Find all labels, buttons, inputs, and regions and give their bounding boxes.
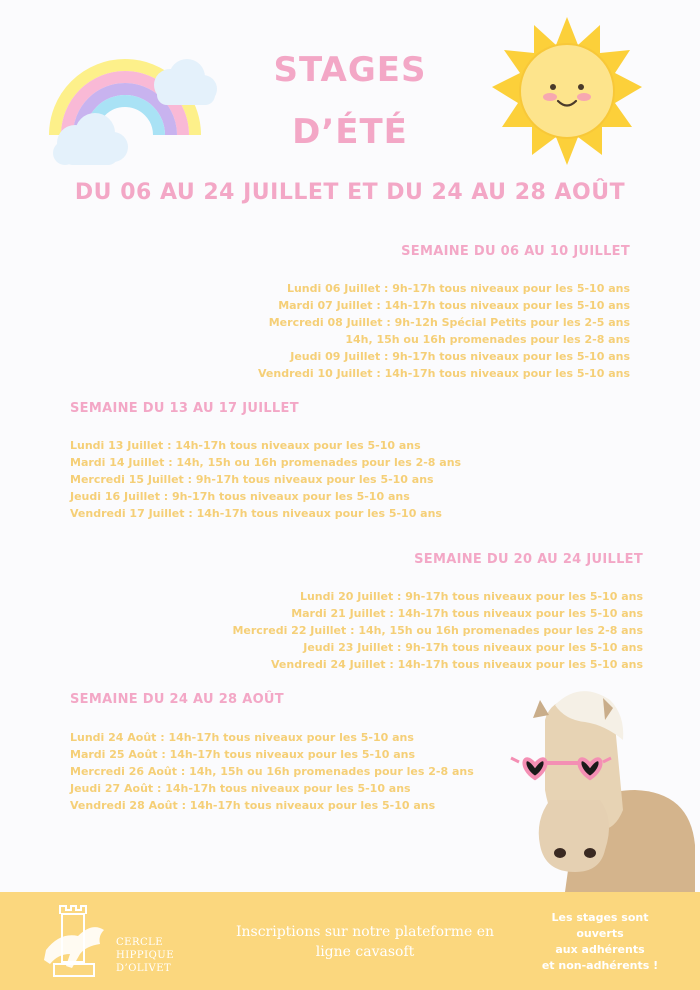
schedule-line: Lundi 13 Juillet : 14h-17h tous niveaux pour les 5-10 ans bbox=[70, 439, 421, 452]
rainbow-icon bbox=[45, 25, 220, 175]
week-schedule bbox=[70, 729, 474, 814]
club-name-line: D’OLIVET bbox=[116, 963, 172, 974]
schedule-line: Mercredi 22 Juillet : 14h, 15h ou 16h promenades pour les 2-8 ans bbox=[232, 624, 643, 637]
week-schedule bbox=[70, 437, 461, 522]
page-title: STAGES bbox=[273, 50, 427, 90]
schedule-line: Jeudi 23 Juillet : 9h-17h tous niveaux pour les 5-10 ans bbox=[303, 641, 643, 654]
schedule-line: Mercredi 15 Juillet : 9h-17h tous niveaux pour les 5-10 ans bbox=[70, 473, 434, 486]
schedule-line: Jeudi 09 Juillet : 9h-17h tous niveaux pour les 5-10 ans bbox=[290, 350, 630, 363]
week-title: SEMAINE DU 06 AU 10 JUILLET bbox=[401, 244, 630, 259]
schedule-line: Mardi 07 Juillet : 14h-17h tous niveaux pour les 5-10 ans bbox=[278, 299, 630, 312]
registration-line: Inscriptions sur notre plateforme en bbox=[235, 924, 495, 940]
schedule-line: Jeudi 27 Août : 14h-17h tous niveaux pour les 5-10 ans bbox=[70, 782, 411, 795]
week-title: SEMAINE DU 13 AU 17 JUILLET bbox=[70, 401, 299, 416]
week-schedule bbox=[232, 588, 643, 673]
week-schedule bbox=[258, 280, 630, 382]
note-line: ouverts bbox=[576, 927, 624, 940]
schedule-line: Vendredi 17 Juillet : 14h-17h tous niveaux pour les 5-10 ans bbox=[70, 507, 442, 520]
open-to-note bbox=[520, 910, 680, 974]
pony-illustration bbox=[505, 680, 700, 895]
date-range: DU 06 AU 24 JUILLET ET DU 24 AU 28 AOÛT bbox=[74, 180, 626, 205]
schedule-line: Vendredi 24 Juillet : 14h-17h tous niveaux pour les 5-10 ans bbox=[271, 658, 643, 671]
schedule-line: 14h, 15h ou 16h promenades pour les 2-8 ans bbox=[345, 333, 630, 346]
note-line: Les stages sont bbox=[551, 911, 649, 924]
schedule-line: Jeudi 16 Juillet : 9h-17h tous niveaux pour les 5-10 ans bbox=[70, 490, 410, 503]
schedule-line: Lundi 24 Août : 14h-17h tous niveaux pour les 5-10 ans bbox=[70, 731, 414, 744]
note-line: et non-adhérents ! bbox=[541, 959, 659, 972]
week-title: SEMAINE DU 24 AU 28 AOÛT bbox=[70, 692, 284, 707]
schedule-line: Mardi 21 Juillet : 14h-17h tous niveaux pour les 5-10 ans bbox=[291, 607, 643, 620]
schedule-line: Vendredi 28 Août : 14h-17h tous niveaux pour les 5-10 ans bbox=[70, 799, 436, 812]
schedule-line: Lundi 20 Juillet : 9h-17h tous niveaux pour les 5-10 ans bbox=[299, 590, 643, 603]
registration-info bbox=[215, 922, 515, 962]
page-title-line2: D’ÉTÉ bbox=[292, 112, 408, 152]
week-title: SEMAINE DU 20 AU 24 JUILLET bbox=[414, 552, 643, 567]
footer-bar bbox=[0, 892, 700, 990]
schedule-line: Lundi 06 Juillet : 9h-17h tous niveaux pour les 5-10 ans bbox=[286, 282, 630, 295]
registration-line: ligne cavasoft bbox=[315, 944, 415, 960]
schedule-line: Mercredi 08 Juillet : 9h-12h Spécial Petits pour les 2-5 ans bbox=[268, 316, 630, 329]
schedule-line: Vendredi 10 Juillet : 14h-17h tous niveaux pour les 5-10 ans bbox=[258, 367, 630, 380]
schedule-line: Mardi 25 Août : 14h-17h tous niveaux pour les 5-10 ans bbox=[70, 748, 416, 761]
schedule-line: Mardi 14 Juillet : 14h, 15h ou 16h promenades pour les 2-8 ans bbox=[70, 456, 462, 469]
note-line: aux adhérents bbox=[555, 943, 645, 956]
club-name bbox=[116, 936, 174, 975]
club-name-line: CERCLE bbox=[116, 937, 164, 948]
schedule-line: Mercredi 26 Août : 14h, 15h ou 16h promenades pour les 2-8 ans bbox=[70, 765, 474, 778]
club-name-line: HIPPIQUE bbox=[116, 950, 175, 961]
